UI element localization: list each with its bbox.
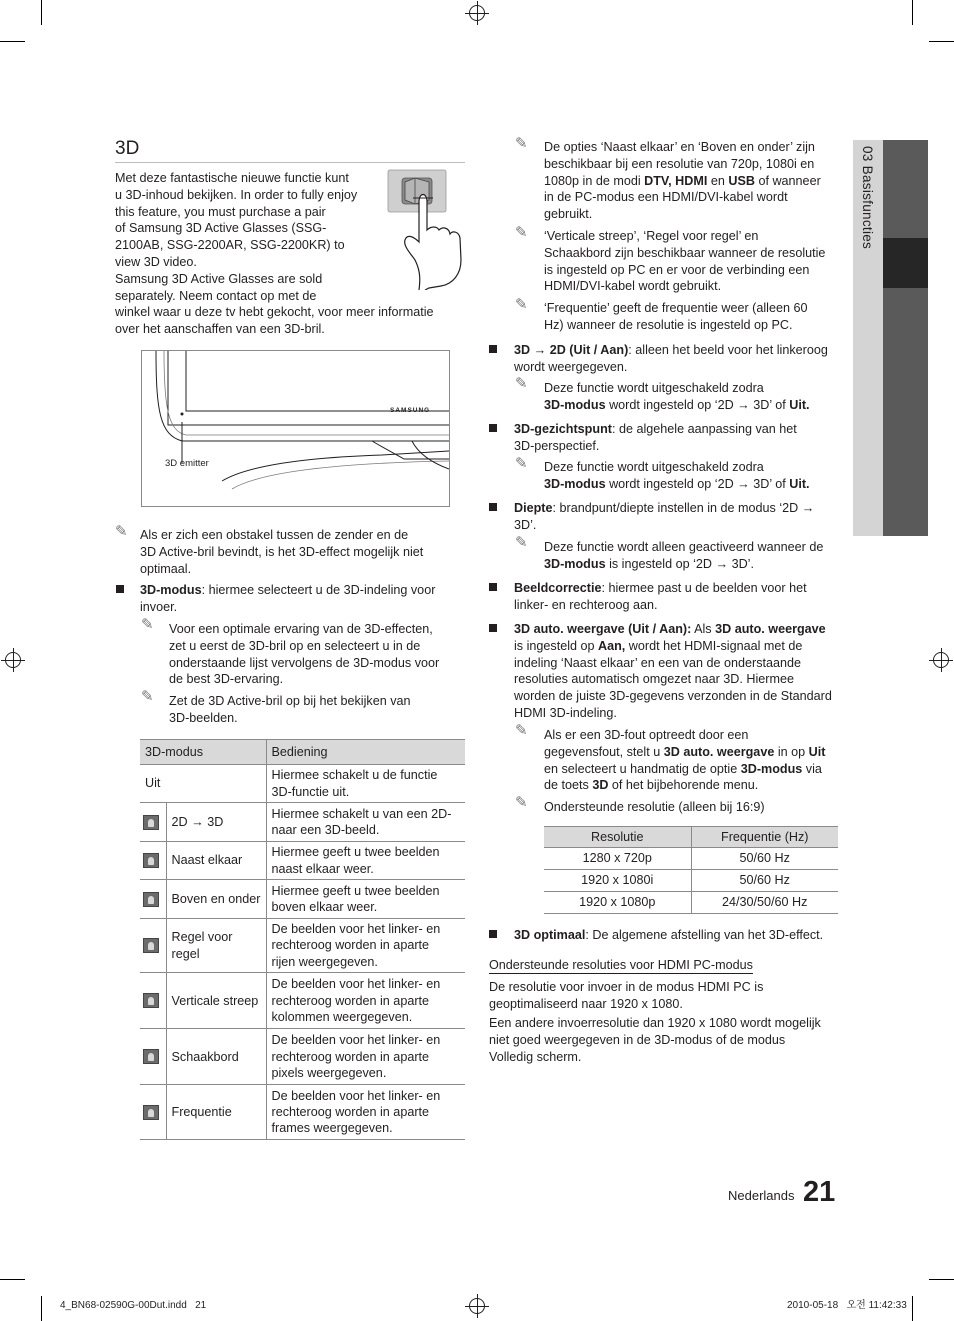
title-divider [115,162,465,163]
hdmi-paragraph-2: Een andere invoerresolutie dan 1920 x 1080 wordt mogelijk niet goed weergegeven in de 3D-modus of de modus Volledig scherm. [489,1016,821,1064]
bullet-3d-2d: 3D → 2D (Uit / Aan): alleen het beeld voor het linkeroog wordt weergegeven. [514,343,828,374]
side-tab-block [883,140,928,238]
note-line: zet u eerst de 3D-bril op en selecteert u in de [169,638,421,653]
crop-mark [929,1279,954,1280]
pencil-note-icon: ✎ [141,616,154,633]
note-line: Schaakbord zijn beschikbaar wanneer de resolutie [544,245,826,260]
mode-name: Boven en onder [166,880,266,919]
frequency-cell: 50/60 Hz [691,870,838,892]
bullet-depth: Diepte: brandpunt/diepte instellen in de modus ‘2D → 3D’. [514,501,815,532]
mode-description: Hiermee schakelt u van een 2D- naar een 3D-beeld. [266,803,465,842]
intro-line: u 3D-inhoud bekijken. In order to fully enjoy [115,187,358,202]
mode-table [140,739,465,1140]
note-supported-resolution: Ondersteunde resolutie (alleen bij 16:9) [544,800,765,814]
checkerboard-icon [143,1049,159,1064]
table-row [140,880,465,919]
print-slug-file: 4_BN68-02590G-00Dut.indd 21 [60,1300,207,1311]
registration-mark-icon [469,1298,485,1314]
note-line: ‘Frequentie’ geeft de frequentie weer (alleen 60 [544,301,808,315]
bullet-viewpoint: 3D-gezichtspunt: de algehele aanpassing van het 3D-perspectief. [514,422,797,453]
pencil-note-icon: ✎ [515,135,528,152]
mode-icon-cell [140,973,166,1029]
intro-line: over het aanschaffen van een 3D-bril. [115,322,325,337]
mode-description: De beelden voor het linker- en rechteroog worden in aparte frames weergegeven. [266,1085,465,1140]
table-header: Bediening [266,740,465,765]
table-row [140,765,465,803]
registration-mark-icon [5,652,21,668]
bullet-optimal: 3D optimaal: De algemene afstelling van het 3D-effect. [514,928,824,942]
mode-name: Frequentie [166,1085,266,1140]
crop-mark [0,1279,25,1280]
crop-mark [929,41,954,42]
pencil-note-icon: ✎ [515,224,528,241]
pencil-note-icon: ✎ [515,794,528,811]
intro-paragraph [115,170,434,338]
note-line: de best 3D-ervaring. [169,672,284,687]
note-resolution-options [544,139,844,223]
mode-icon-cell [140,1029,166,1085]
note-line: 1080p in de modi DTV, HDMI en USB of wanneer [544,173,821,188]
mode-2d-3d-icon [143,815,159,830]
frequency-cell: 50/60 Hz [691,848,838,870]
resolution-cell: 1280 x 720p [544,848,691,870]
frequency-icon [143,1105,159,1120]
mode-icon-cell [140,1085,166,1140]
note-auto-error: Als er een 3D-fout optreedt door een gegevensfout, stelt u 3D auto. weergave in op Uit en selecteert u handmatig de optie 3D-modus via de toets 3D of het bijbehorende menu. [544,728,826,793]
mode-name: 2D → 3D [166,803,266,842]
bullet-correction: Beeldcorrectie: hiermee past u de beelden voor het linker- en rechteroog aan. [514,581,807,612]
top-bottom-icon [143,892,159,907]
mode-description: De beelden voor het linker- en rechteroog worden in aparte pixels weergegeven. [266,1029,465,1085]
note-disable: Deze functie wordt uitgeschakeld zodra 3D-modus wordt ingesteld op ‘2D → 3D’ of Uit. [544,460,810,491]
bullet-icon [489,503,497,511]
bullet-icon [489,624,497,632]
resolution-table [544,826,838,914]
bullet-auto-view: 3D auto. weergave (Uit / Aan): Als 3D auto. weergave is ingesteld op Aan, wordt het HDMI-signaal met de indeling ‘Naast elkaar’ en een van de onderstaande resoluties automatisch omgezet naar 3D. Hiermee worden de juiste 3D-gegevens verzonden in de Standard HDMI 3D-indeling. [514,622,832,720]
note-line: Als er zich een obstakel tussen de zender en de [140,528,409,542]
hand-touch-icon [385,168,467,290]
table-header-row [544,827,838,848]
bullet-text: : hiermee selecteert u de 3D-indeling voor [201,583,436,597]
intro-line: separately. Neem contact op met de [115,288,317,303]
table-row [140,1029,465,1085]
tv-illustration [141,350,450,507]
bullet-icon [489,424,497,432]
crop-mark [912,0,913,25]
mode-name: Schaakbord [166,1029,266,1085]
intro-line: 2100AB, SSG-2200AR, SSG-2200KR) to [115,238,345,253]
registration-mark-icon [469,5,485,21]
note-line: 3D-beelden. [169,710,238,725]
mode-note-2 [169,693,465,727]
note-line: ‘Verticale streep’, ‘Regel voor regel’ en [544,229,759,243]
bullet-icon [116,585,124,593]
emitter-label: 3D emitter [165,458,209,469]
pencil-note-icon: ✎ [515,375,528,392]
bullet-text: invoer. [140,599,178,614]
crop-mark [912,1296,913,1321]
side-tab-block [883,288,928,536]
bullet-icon [489,345,497,353]
hdmi-pc-heading: Ondersteunde resoluties voor HDMI PC-modus [489,958,753,972]
side-by-side-icon [143,853,159,868]
frequency-cell: 24/30/50/60 Hz [691,892,838,914]
intro-line: this feature, you must purchase a pair [115,204,326,219]
note-line: is ingesteld op PC en er voor de verbinding een [544,262,810,277]
note-stripe-options [544,228,844,295]
mode-icon-cell [140,842,166,880]
note-line: optimaal. [140,561,192,576]
mode-description: Hiermee geeft u twee beelden boven elkaar weer. [266,880,465,919]
table-header: Resolutie [544,827,691,848]
page-number: 21 [803,1176,836,1208]
resolution-cell: 1920 x 1080p [544,892,691,914]
section-title: 3D [115,138,140,159]
intro-line: Met deze fantastische nieuwe functie kunt [115,171,349,185]
hdmi-paragraph-1: De resolutie voor invoer in de modus HDMI PC is geoptimaliseerd naar 1920 x 1080. [489,980,764,1011]
crop-mark [41,1296,42,1321]
table-header-row [140,740,465,765]
mode-name: Naast elkaar [166,842,266,880]
table-header: 3D-modus [140,740,266,765]
vertical-stripe-icon [143,993,159,1008]
note-disable: Deze functie wordt uitgeschakeld zodra 3D-modus wordt ingesteld op ‘2D → 3D’ of Uit. [544,381,810,412]
pencil-note-icon: ✎ [515,534,528,551]
crop-mark [0,41,25,42]
note-line: Zet de 3D Active-bril op bij het bekijken van [169,694,411,708]
table-row [544,870,838,892]
obstacle-note [140,527,460,577]
note-line: HDMI/DVI-kabel wordt gebruikt. [544,279,722,294]
mode-note-1 [169,621,465,688]
footer-language: Nederlands [728,1188,795,1203]
mode-description: Hiermee schakelt u de functie 3D-functie uit. [266,765,465,803]
intro-line: Samsung 3D Active Glasses are sold [115,271,323,286]
table-row [544,848,838,870]
bullet-icon [489,583,497,591]
note-line: gebruikt. [544,207,593,222]
mode-icon-cell [140,880,166,919]
note-depth: Deze functie wordt alleen geactiveerd wanneer de 3D-modus is ingesteld op ‘2D → 3D’. [544,540,824,571]
table-row [140,842,465,880]
intro-line: winkel waar u deze tv hebt gekocht, voor meer informatie [115,305,434,320]
line-by-line-icon [143,938,159,953]
note-line: beschikbaar bij een resolutie van 720p, 1080i en [544,156,815,171]
mode-name: Regel voor regel [166,919,266,973]
note-line: Hz) wanneer de resolutie is ingesteld op PC. [544,317,793,332]
mode-description: De beelden voor het linker- en rechteroog worden in aparte kolommen weergegeven. [266,973,465,1029]
table-row [140,919,465,973]
bullet-icon [489,930,497,938]
note-line: in de PC-modus een HDMI/DVI-kabel wordt [544,190,788,205]
pencil-note-icon: ✎ [515,722,528,739]
mode-icon-cell [140,803,166,842]
tv-drawing [142,351,449,506]
mode-name: Verticale streep [166,973,266,1029]
note-line: Voor een optimale ervaring van de 3D-effecten, [169,622,433,636]
table-row [140,1085,465,1140]
note-line: 3D Active-bril bevindt, is het 3D-effect mogelijk niet [140,544,424,559]
note-frequency [544,300,844,334]
registration-mark-icon [933,652,949,668]
table-row [140,973,465,1029]
mode-bullet [140,582,465,616]
pencil-note-icon: ✎ [141,688,154,705]
note-line: onderstaande lijst vervolgens de 3D-modus voor [169,655,440,670]
pencil-note-icon: ✎ [515,296,528,313]
intro-line: view 3D video. [115,254,197,269]
side-tab-active-block [883,238,928,288]
side-tab-label: 03 Basisfuncties [859,146,875,250]
pencil-note-icon: ✎ [515,455,528,472]
print-slug-date: 2010-05-18 오전 11:42:33 [787,1300,907,1311]
tv-brand-logo: SAMSUNG [390,407,431,414]
bullet-term: 3D-modus [140,583,202,597]
mode-description: De beelden voor het linker- en rechteroog worden in aparte rijen weergegeven. [266,919,465,973]
table-row [544,892,838,914]
mode-name: Uit [140,765,266,803]
pencil-note-icon: ✎ [115,523,128,540]
table-row [140,803,465,842]
mode-icon-cell [140,919,166,973]
crop-mark [41,0,42,25]
note-line: De opties ‘Naast elkaar’ en ‘Boven en onder’ zijn [544,140,815,154]
resolution-cell: 1920 x 1080i [544,870,691,892]
table-header: Frequentie (Hz) [691,827,838,848]
mode-description: Hiermee geeft u twee beelden naast elkaar weer. [266,842,465,880]
intro-line: of Samsung 3D Active Glasses (SSG- [115,221,327,236]
